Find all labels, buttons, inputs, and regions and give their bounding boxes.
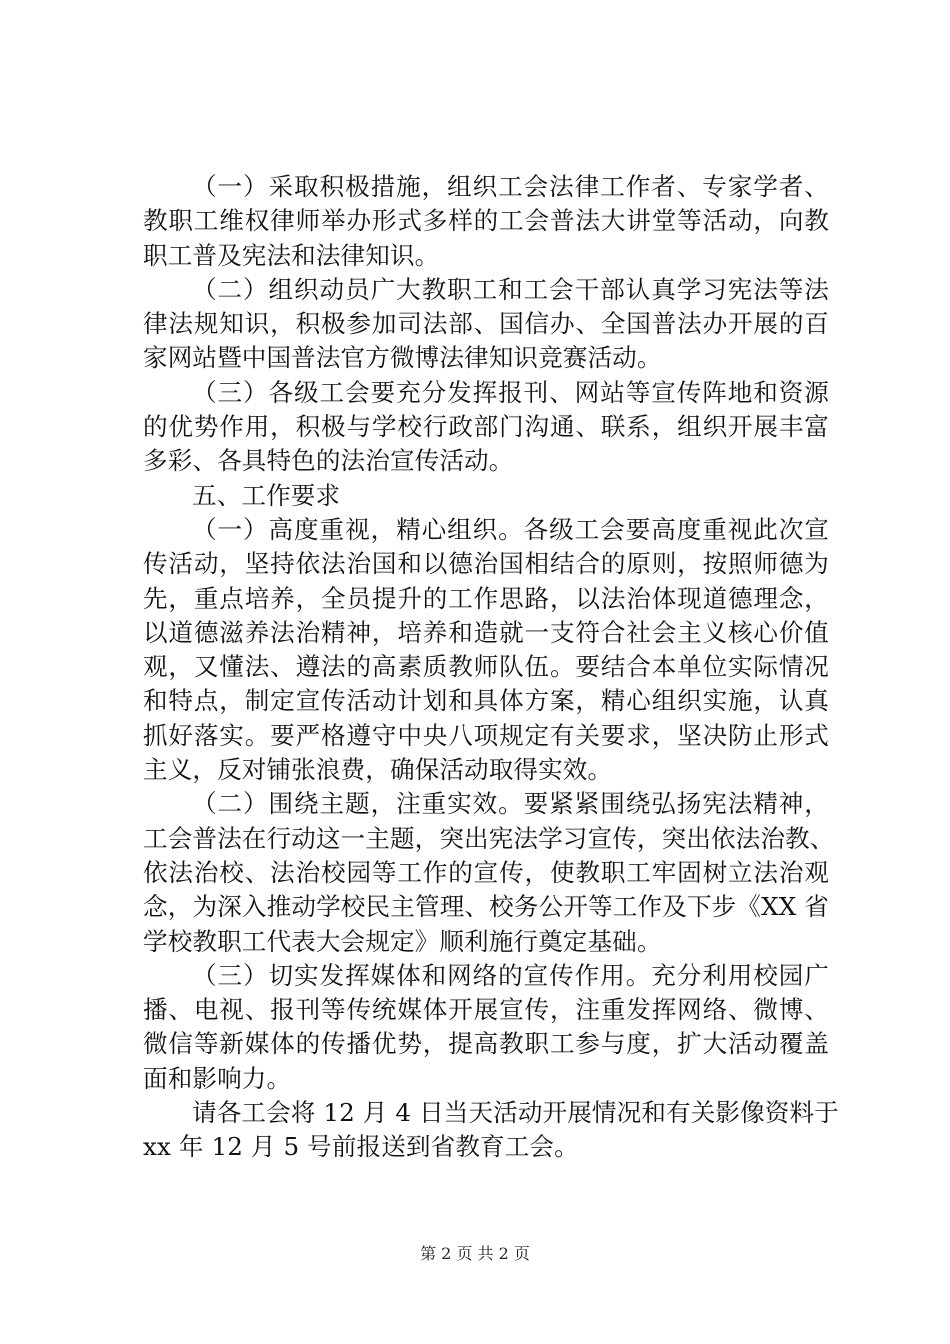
text-line: 微信等新媒体的传播优势，提高教职工参与度，扩大活动覆盖 [143,1029,829,1059]
text-line: 和特点，制定宣传活动计划和具体方案，精心组织实施，认真 [143,686,829,716]
text-line: 的优势作用，积极与学校行政部门沟通、联系，组织开展丰富 [143,412,829,442]
text-line: 教职工维权律师举办形式多样的工会普法大讲堂等活动，向教 [143,206,829,236]
text-line: 学校教职工代表大会规定》顺利施行奠定基础。 [143,926,662,956]
text-line: 念，为深入推动学校民主管理、校务公开等工作及下步《XX 省 [143,892,829,922]
text-line: 律法规知识，积极参加司法部、国信办、全国普法办开展的百 [143,309,829,339]
text-line: 传活动，坚持依法治国和以德治国相结合的原则，按照师德为 [143,549,829,579]
text-line: 工会普法在行动这一主题，突出宪法学习宣传，突出依法治教、 [143,823,835,853]
text-line: 抓好落实。要严格遵守中央八项规定有关要求，坚决防止形式 [143,720,829,750]
text-line: （三）切实发挥媒体和网络的宣传作用。充分利用校园广 [192,960,829,990]
text-line: 依法治校、法治校园等工作的宣传，使教职工牢固树立法治观 [143,857,829,887]
page-number: 第 2 页 共 2 页 [420,1244,530,1263]
text-line: 观，又懂法、遵法的高素质教师队伍。要结合本单位实际情况 [143,652,829,682]
section-heading: 五、工作要求 [192,480,341,510]
text-line: 以道德滋养法治精神，培养和造就一支符合社会主义核心价值 [143,617,829,647]
text-line: 先，重点培养，全员提升的工作思路，以法治体现道德理念， [143,583,829,613]
text-line: 家网站暨中国普法官方微博法律知识竞赛活动。 [143,343,662,373]
document-body [143,170,839,1165]
text-line: 播、电视、报刊等传统媒体开展宣传，注重发挥网络、微博、 [143,995,829,1025]
text-line: （一）采取积极措施，组织工会法律工作者、专家学者、 [192,172,829,201]
text-line: （一）高度重视，精心组织。各级工会要高度重视此次宣 [192,514,829,544]
text-line: （二）围绕主题，注重实效。要紧紧围绕弘扬宪法精神， [192,789,829,819]
text-line: （二）组织动员广大教职工和工会干部认真学习宪法等法 [192,274,829,304]
text-line: 职工普及宪法和法律知识。 [143,240,440,270]
text-line: 主义，反对铺张浪费，确保活动取得实效。 [143,755,613,785]
text-line: 请各工会将 12 月 4 日当天活动开展情况和有关影像资料于 [192,1098,839,1128]
text-line: （三）各级工会要充分发挥报刊、网站等宣传阵地和资源 [192,377,829,407]
text-line: 面和影响力。 [143,1063,292,1093]
text-line: xx 年 12 月 5 号前报送到省教育工会。 [143,1132,579,1162]
text-line: 多彩、各具特色的法治宣传活动。 [143,446,514,476]
